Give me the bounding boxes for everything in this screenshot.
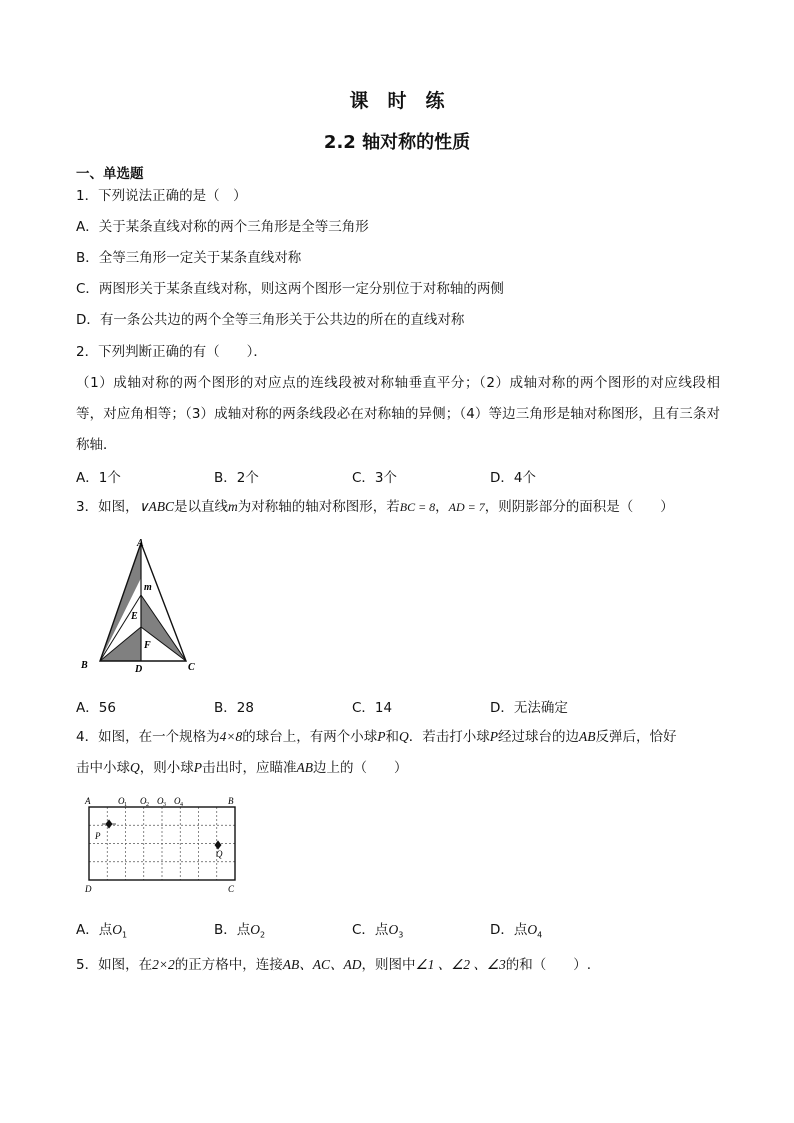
q4-option-c: C．点$O_3$ bbox=[352, 922, 404, 940]
q2-body: （1）成轴对称的两个图形的对应点的连线段被对称轴垂直平分；（2）成轴对称的两个图形的对应线段相等，对应角相等；（3）成轴对称的两条线段必在对称轴的异侧；（4）等边三角形是轴对称图形，且有三条对称轴． bbox=[76, 375, 720, 453]
q4-ball-q-marker bbox=[215, 841, 221, 849]
page-title: 课 时 练 bbox=[349, 90, 445, 112]
q4-label-o4-sub: 4 bbox=[180, 802, 183, 808]
q4-figure bbox=[76, 795, 251, 897]
q3-label-m: m bbox=[144, 582, 152, 593]
q4-stem-line2: 击中小球Q，则小球P击出时，应瞄准AB边上的（ ） bbox=[76, 760, 408, 776]
q4-grid-lines bbox=[89, 807, 235, 880]
q2-option-b: B．2个 bbox=[214, 470, 259, 486]
q3-label-b: B bbox=[81, 660, 88, 671]
q4-option-a: A．点$O_1$ bbox=[76, 922, 128, 940]
q4-option-b: B．点$O_2$ bbox=[214, 922, 266, 940]
q3-label-f: F bbox=[144, 640, 151, 651]
q4-label-o3-sub: 3 bbox=[163, 802, 166, 808]
q4-label-o1: O bbox=[118, 796, 125, 806]
q3-stem: 3．如图，∨ABC是以直线m为对称轴的轴对称图形，若BC = 8，AD = 7，则阴影部分的面积是（ ） bbox=[76, 499, 674, 515]
q4-label-o2: O bbox=[140, 796, 147, 806]
q2-stem: 2．下列判断正确的有（ ）． bbox=[76, 344, 267, 360]
q3-option-c: C．14 bbox=[352, 700, 393, 716]
q1-option-d: D．有一条公共边的两个全等三角形关于公共边的所在的直线对称 bbox=[76, 312, 465, 328]
q4-stem-line1: 4．如图，在一个规格为4×8的球台上，有两个小球P和Q．若击打小球P经过球台的边AB反弹后，恰好 bbox=[76, 729, 677, 745]
q4-label-p: P bbox=[95, 831, 101, 841]
q4-label-o2-sub: 2 bbox=[146, 802, 149, 808]
q3-option-b: B．28 bbox=[214, 700, 254, 716]
q4-ball-p-marker bbox=[102, 820, 116, 828]
q3-label-c: C bbox=[188, 662, 195, 673]
q1-option-b: B．全等三角形一定关于某条直线对称 bbox=[76, 250, 302, 266]
q4-label-c: C bbox=[228, 884, 235, 894]
q3-option-d: D．无法确定 bbox=[490, 700, 568, 716]
q4-label-b: B bbox=[228, 796, 234, 806]
q1-option-a: A．关于某条直线对称的两个三角形是全等三角形 bbox=[76, 219, 369, 235]
q3-label-a: A bbox=[137, 538, 144, 549]
q3-label-e: E bbox=[131, 611, 138, 622]
q4-option-d: D．点$O_4$ bbox=[490, 922, 543, 940]
q4-label-a: A bbox=[85, 796, 91, 806]
q4-label-o1-sub: 1 bbox=[124, 802, 127, 808]
page-subtitle: 2.2 轴对称的性质 bbox=[323, 132, 471, 153]
q5-stem: 5．如图，在2×2的正方格中，连接AB、AC、AD，则图中∠1 、∠2 、∠3的和（ ）. bbox=[76, 957, 592, 973]
q3-figure bbox=[76, 535, 216, 675]
q1-stem: 1．下列说法正确的是（ ） bbox=[76, 188, 247, 204]
q4-label-q: Q bbox=[216, 849, 223, 859]
section-heading: 一、单选题 bbox=[76, 166, 144, 182]
q2-option-c: C．3个 bbox=[352, 470, 398, 486]
q2-option-a: A．1个 bbox=[76, 470, 121, 486]
q4-label-o3: O bbox=[157, 796, 164, 806]
q1-option-c: C．两图形关于某条直线对称，则这两个图形一定分别位于对称轴的两侧 bbox=[76, 281, 504, 297]
q3-option-a: A．56 bbox=[76, 700, 116, 716]
q4-label-o4: O bbox=[174, 796, 181, 806]
q3-label-d: D bbox=[135, 664, 143, 675]
q2-option-d: D．4个 bbox=[490, 470, 536, 486]
q4-label-d: D bbox=[85, 884, 92, 894]
